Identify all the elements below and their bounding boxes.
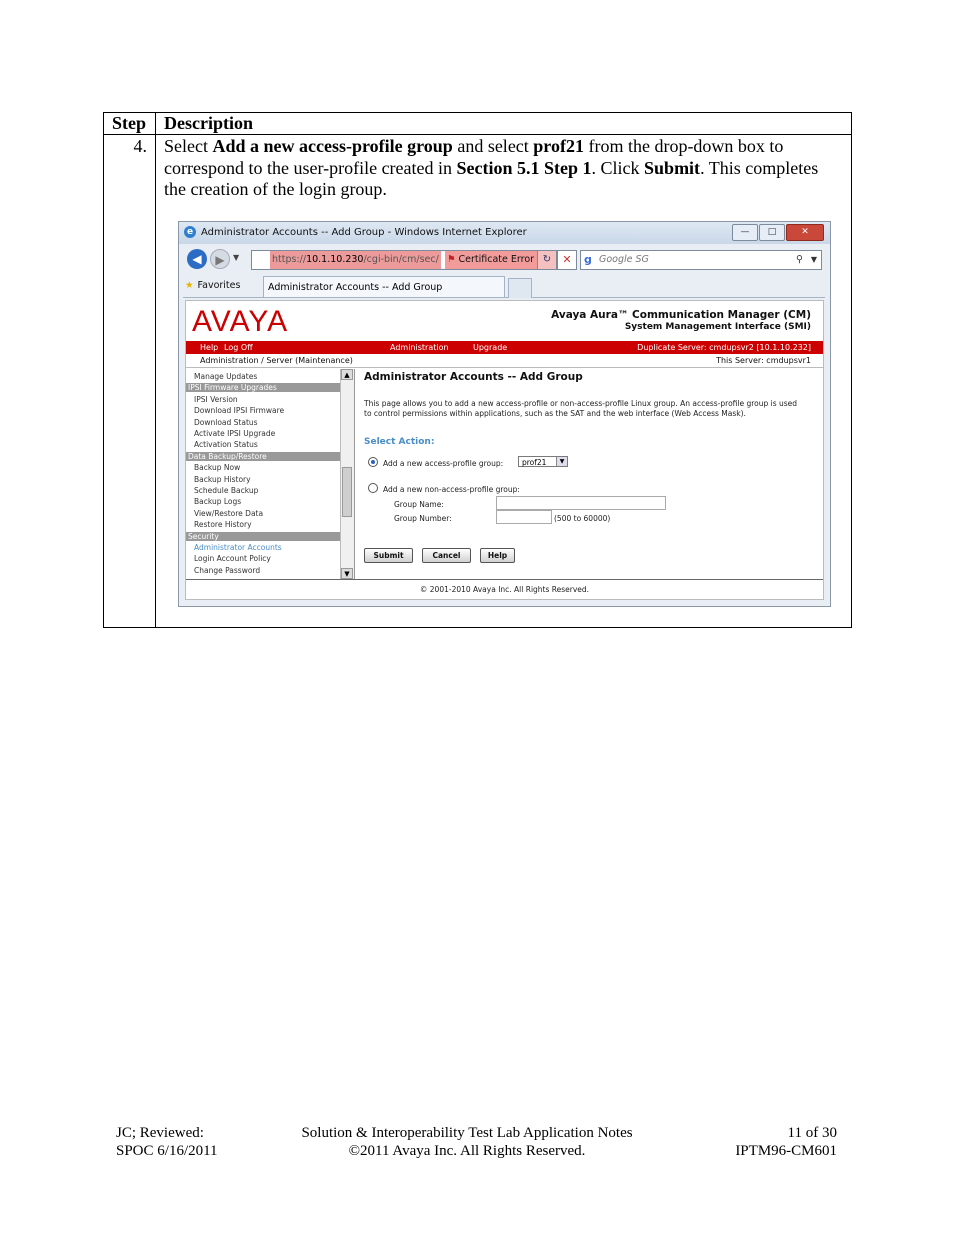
footer-doc-id: IPTM96-CM601 bbox=[735, 1143, 837, 1159]
url-host: 10.1.10.230 bbox=[306, 254, 364, 265]
sidebar-item[interactable]: Activation Status bbox=[194, 440, 258, 450]
footer-right bbox=[650, 1124, 837, 1160]
menu-bar bbox=[186, 341, 823, 354]
browser-screenshot bbox=[178, 221, 831, 607]
close-icon[interactable]: ✕ bbox=[786, 224, 824, 241]
page-title: Administrator Accounts -- Add Group bbox=[364, 371, 583, 383]
footer-review-date: SPOC 6/16/2011 bbox=[116, 1143, 218, 1159]
shield-error-icon: ⚑ bbox=[447, 254, 456, 265]
sidebar-section-header: Security bbox=[186, 532, 340, 541]
desc-text-5: . This completes the creation of the login group. bbox=[164, 157, 819, 199]
product-name: Avaya Aura™ Communication Manager (CM) bbox=[551, 309, 811, 321]
address-bar[interactable] bbox=[251, 250, 575, 270]
sidebar-item[interactable]: Backup History bbox=[194, 474, 251, 484]
tab-label: Administrator Accounts -- Add Group bbox=[268, 282, 443, 293]
history-dropdown-icon[interactable]: ▼ bbox=[233, 253, 240, 262]
search-input[interactable] bbox=[580, 250, 822, 270]
sidebar-item[interactable]: View/Restore Data bbox=[194, 508, 264, 518]
refresh-icon[interactable]: ↻ bbox=[537, 250, 557, 270]
tab-add-group[interactable] bbox=[263, 276, 505, 297]
sidebar-item[interactable]: Activate IPSI Upgrade bbox=[194, 429, 276, 438]
group-name-field[interactable] bbox=[496, 496, 666, 510]
desc-text-4: . Click bbox=[591, 157, 645, 178]
divider bbox=[186, 367, 823, 368]
sidebar-item[interactable]: IPSI Version bbox=[194, 394, 238, 404]
non-access-profile-option-label: Add a new non-access-profile group: bbox=[383, 485, 520, 494]
star-icon: ★ bbox=[185, 280, 194, 291]
non-access-profile-radio[interactable] bbox=[368, 483, 378, 493]
group-number-field[interactable] bbox=[496, 510, 552, 524]
help-link[interactable]: Help bbox=[200, 343, 219, 352]
maximize-icon[interactable]: □ bbox=[759, 224, 785, 241]
logoff-link[interactable]: Log Off bbox=[224, 343, 253, 352]
access-profile-radio[interactable] bbox=[368, 457, 378, 467]
search-dropdown-icon[interactable]: ▼ bbox=[810, 255, 817, 264]
this-server-info: This Server: cmdupsvr1 bbox=[716, 356, 811, 365]
access-profile-option-label: Add a new access-profile group: bbox=[383, 459, 504, 468]
url-path: /cgi-bin/cm/sec/ bbox=[363, 254, 439, 265]
profile-select-value: prof21 bbox=[522, 458, 547, 467]
footer-copyright: ©2011 Avaya Inc. All Rights Reserved. bbox=[348, 1143, 586, 1159]
certificate-error-label: Certificate Error bbox=[458, 254, 535, 265]
minimize-icon[interactable]: — bbox=[732, 224, 758, 241]
new-tab-button[interactable] bbox=[508, 278, 532, 298]
description-header: Description bbox=[156, 113, 852, 135]
help-button[interactable]: Help bbox=[480, 548, 515, 563]
tab-strip bbox=[183, 275, 825, 298]
desc-text-1: Select bbox=[164, 136, 213, 156]
sidebar-item[interactable]: Schedule Backup bbox=[194, 486, 259, 495]
url-text bbox=[270, 251, 441, 269]
main-content bbox=[364, 369, 814, 579]
desc-text-3: from the drop-down box to correspond to the user-profile created in bbox=[164, 136, 784, 178]
table-header-row bbox=[104, 113, 852, 135]
upgrade-menu[interactable]: Upgrade bbox=[473, 343, 508, 352]
footer-doc-title: Solution & Interoperability Test Lab Application Notes bbox=[301, 1125, 633, 1141]
ie-logo-icon: e bbox=[184, 226, 196, 238]
sidebar-item[interactable]: Manage Updates bbox=[194, 372, 258, 381]
window-titlebar bbox=[179, 222, 830, 244]
breadcrumb: Administration / Server (Maintenance) bbox=[200, 356, 353, 365]
chevron-down-icon[interactable]: ▼ bbox=[556, 457, 567, 466]
submit-button[interactable]: Submit bbox=[364, 548, 413, 563]
avaya-logo: AVAYA bbox=[192, 305, 289, 338]
url-prefix: https:// bbox=[272, 254, 307, 265]
google-icon: g bbox=[584, 253, 592, 266]
sidebar-item[interactable]: Download IPSI Firmware bbox=[194, 406, 285, 416]
back-arrow-icon[interactable]: ◀ bbox=[187, 249, 207, 269]
step-header: Step bbox=[104, 113, 156, 135]
group-number-label: Group Number: bbox=[394, 514, 452, 523]
forward-arrow-icon[interactable]: ▶ bbox=[210, 249, 230, 269]
select-action-label: Select Action: bbox=[364, 437, 435, 447]
step-number: 4. bbox=[104, 135, 156, 628]
window-controls bbox=[731, 224, 824, 240]
group-name-label: Group Name: bbox=[394, 500, 444, 509]
search-icon[interactable]: ⚲ bbox=[796, 254, 803, 265]
group-number-hint: (500 to 60000) bbox=[554, 514, 611, 523]
search-placeholder: Google SG bbox=[599, 254, 649, 265]
web-page bbox=[185, 300, 824, 600]
duplicate-server-info: Duplicate Server: cmdupsvr2 [10.1.10.232] bbox=[637, 343, 811, 352]
scroll-thumb[interactable] bbox=[342, 467, 352, 517]
desc-bold-2: prof21 bbox=[533, 136, 584, 156]
desc-text-2: and select bbox=[452, 136, 534, 156]
cancel-button[interactable]: Cancel bbox=[422, 548, 471, 563]
sidebar-section-header: IPSI Firmware Upgrades bbox=[186, 383, 340, 392]
profile-select[interactable] bbox=[518, 456, 568, 467]
address-row bbox=[179, 246, 830, 272]
desc-bold-1: Add a new access-profile group bbox=[212, 136, 453, 156]
description-text bbox=[164, 136, 824, 201]
sidebar-item[interactable]: Login Account Policy bbox=[194, 554, 271, 564]
sidebar-item[interactable]: Change Password bbox=[194, 565, 261, 575]
stop-icon[interactable]: ✕ bbox=[557, 250, 577, 270]
desc-bold-4: Submit bbox=[644, 157, 701, 178]
scroll-up-icon[interactable]: ▲ bbox=[341, 369, 353, 380]
footer-page-number: 11 of 30 bbox=[787, 1125, 837, 1141]
sidebar-item[interactable]: Restore History bbox=[194, 520, 252, 530]
sidebar-item[interactable]: Backup Logs bbox=[194, 497, 242, 507]
administration-menu[interactable]: Administration bbox=[390, 343, 449, 352]
footer-reviewer: JC; Reviewed: bbox=[116, 1125, 204, 1141]
sidebar-section-header: Data Backup/Restore bbox=[186, 452, 340, 461]
favorites-label: Favorites bbox=[197, 280, 241, 291]
sidebar-item[interactable]: Download Status bbox=[194, 417, 258, 427]
sidebar-item[interactable]: Administrator Accounts bbox=[194, 543, 282, 552]
footer-divider bbox=[186, 579, 823, 580]
sidebar-item[interactable]: Backup Now bbox=[194, 463, 241, 473]
product-subtitle: System Management Interface (SMI) bbox=[624, 322, 811, 332]
window-title: Administrator Accounts -- Add Group - Windows Internet Explorer bbox=[201, 227, 527, 238]
sidebar-scrollbar[interactable] bbox=[340, 369, 354, 579]
desc-bold-3: Section 5.1 Step 1 bbox=[456, 157, 592, 178]
copyright-text: © 2001-2010 Avaya Inc. All Rights Reserved. bbox=[419, 585, 590, 594]
page-description: This page allows you to add a new access-profile or non-access-profile Linux group. An access-profile group is used to control permissions within applications, such as the SAT and the web interface (Web Access Mask). bbox=[364, 399, 798, 418]
favorites-button[interactable] bbox=[185, 277, 240, 295]
certificate-error-badge[interactable] bbox=[445, 251, 539, 269]
sidebar-nav bbox=[186, 369, 355, 579]
scroll-down-icon[interactable]: ▼ bbox=[341, 568, 353, 579]
